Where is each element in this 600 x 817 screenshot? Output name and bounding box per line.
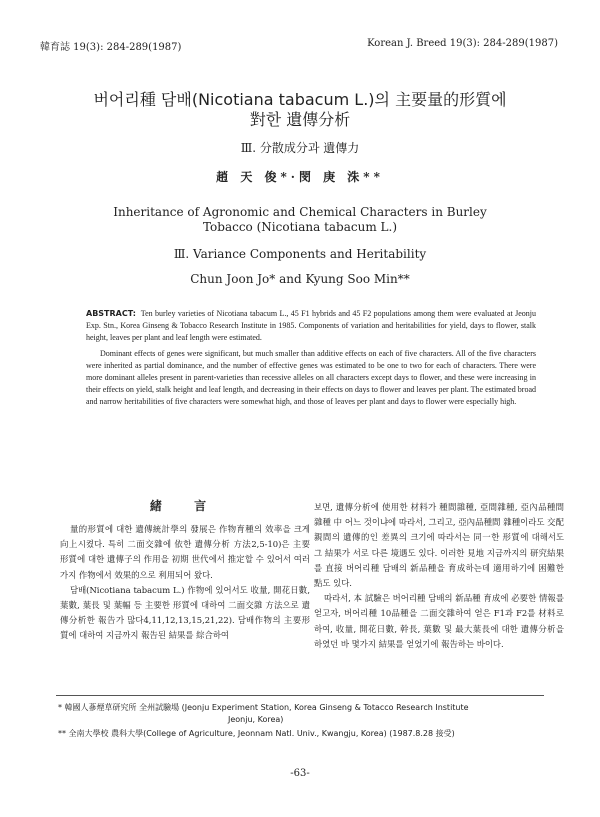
english-title-line1: Inheritance of Agronomic and Chemical Characters in Burley [113,205,487,219]
korean-authors: 趙 天 俊*·閔 庚 洙** [216,170,384,184]
intro-left-paragraph-1: 量的形質에 대한 遺傳統計學의 發展은 作物育種의 效率을 크게 向上시켰다. 특히 二面交雜에 依한 遺傳分析 方法2,5-10)은 主要 形質에 대한 遺傳子의 作用을 初期 世代에서 推定할 수 있어서 여러가지 作物에서 效果的으로 利用되어 왔다. [60,524,310,580]
left-column [60,500,310,644]
korean-title-line2: 對한 遺傳分析 [249,110,351,129]
footnote-divider [56,695,544,696]
intro-right-paragraph-2: 따라서, 本 試驗은 버어리種 담배의 新品種 育成에 必要한 情報를 얻고자, 버어리種 10品種을 二面交雜하여 얻은 F1과 F2를 材料로 하여, 收量, 開花日數, 幹長, 葉數 및 最大葉長에 대한 遺傳分析을 하였던 바 몇가지 結果를 얻었기에 報告하는 바이다. [314,593,564,649]
abstract-paragraph-2: Dominant effects of genes were significant, but much smaller than additive effects on each of five characters. All of the five characters were inherited as partial dominance, and the number of effective genes was estimated to be one to two for each of characters. There were more dominant alleles present in parent-varieties than recessive alleles on all characters except days to flower, and these were increasing in their effects on yield, stalk height and leaf length, and decreasing in their effects on days to flower and leaves per plant. The estimated broad and narrow heritabilities of five characters were somewhat high, and those of leaves per plant and days to flower were especially high. [86,349,536,406]
korean-subtitle: Ⅲ. 分散成分과 遺傳力 [240,141,360,155]
abstract-label: ABSTRACT: [86,309,136,318]
footnote-1 [58,702,548,726]
korean-title [0,90,600,130]
abstract-paragraph-1: Ten burley varieties of Nicotiana tabacum L., 45 F1 hybrids and 45 F2 populations among them were evaluated at Jeonju Exp. Stn., Korea Ginseng & Tobacco Research Institute in 1985. Components of variation and heritabilities for yield, days to flower, stalk height, leaves per plant and leaf length were estimated. [86,309,537,342]
footnote-1-line1: * 韓國人蔘煙草研究所 全州試驗場 (Jeonju Experiment Station, Korea Ginseng & Totacco Research Institute [58,703,469,712]
english-subtitle: Ⅲ. Variance Components and Heritability [173,247,427,261]
korean-title-line1: 버어리種 담배(Nicotiana tabacum L.)의 主要量的形質에 [93,90,507,109]
introduction-heading: 緒 言 [149,499,221,513]
english-authors: Chun Joon Jo* and Kyung Soo Min** [190,272,410,286]
running-header-right: Korean J. Breed 19(3): 284-289(1987) [367,38,558,49]
footnote-1-line2: Jeonju, Korea) [228,715,284,724]
right-column [314,500,564,652]
running-header-left: 韓育誌 19(3): 284-289(1987) [40,42,182,53]
intro-right-paragraph-1: 보면, 遺傳分析에 使用한 材料가 種間雜種, 亞間雜種, 亞內品種間 雜種 中 어느 것이냐에 따라서, 그리고, 亞內品種間 雜種이라도 交配親間의 遺傳的인 差異의 크기에 따라서는 同一한 形質에 대해서도 그 結果가 서로 다른 境遇도 있다. 이러한 見地 지금까지의 研究結果를 直接 버어리種 담배의 新品種을 育成하는데 適用하기에 困難한 點도 있다. [314,502,564,589]
abstract [86,308,536,412]
intro-left-paragraph-2: 담배(Nicotiana tabacum L.) 作物에 있어서도 收量, 開花日數, 葉數, 葉長 및 葉幅 등 主要한 形質에 대하여 二面交雜 方法으로 遺傳分析한 報告가 많다4,11,12,13,15,21,22). 담배作物의 主要形質에 대하여 지금까지 報告된 結果를 綜合하여 [60,584,310,641]
english-title [0,205,600,235]
english-title-line2: Tobacco (Nicotiana tabacum L.) [202,220,397,234]
page-number: -63- [290,768,310,779]
footnote-2: ** 全南大學校 農科大學(College of Agriculture, Jeonnam Natl. Univ., Kwangju, Korea) (1987.8.28 接受) [58,729,455,738]
